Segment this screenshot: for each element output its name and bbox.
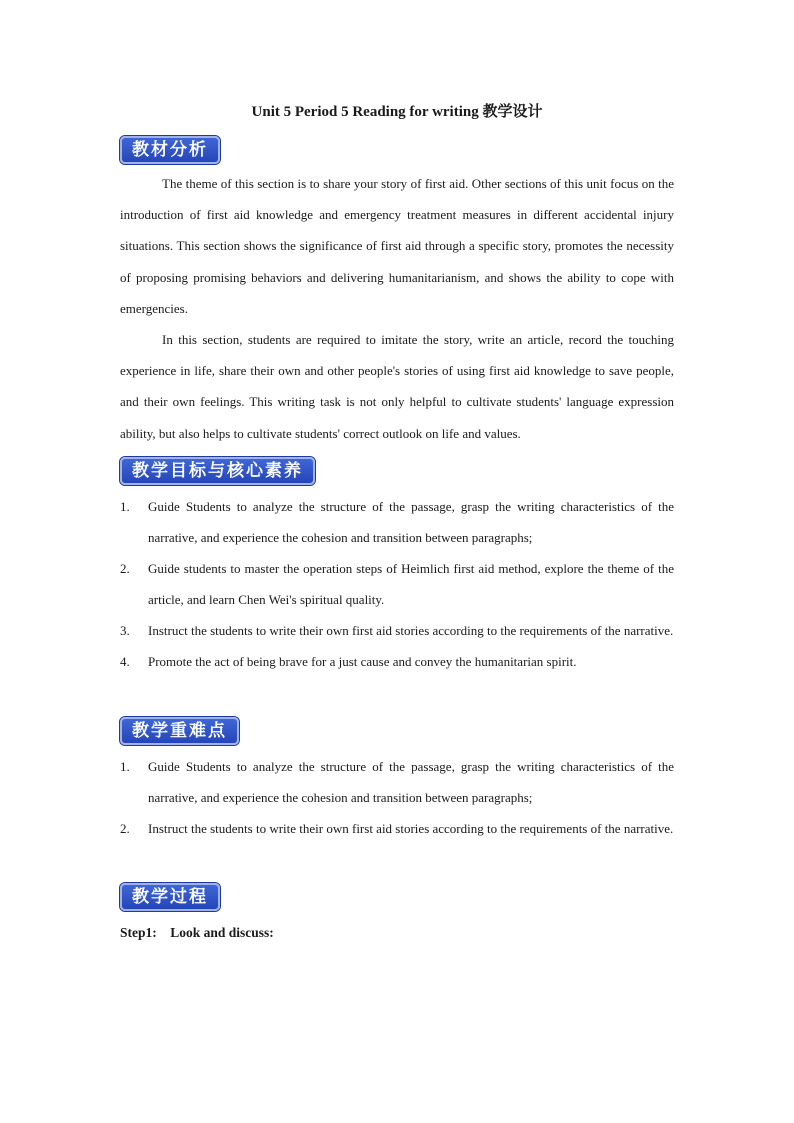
section-heading-analysis: 教材分析	[120, 136, 220, 164]
list-item	[120, 751, 674, 813]
section-heading-process: 教学过程	[120, 883, 220, 911]
list-item	[120, 553, 674, 615]
document-title: Unit 5 Period 5 Reading for writing 教学设计	[251, 104, 543, 120]
key-points-list	[120, 751, 674, 844]
list-item-text: Instruct the students to write their own first aid stories according to the requirements of the narrative.	[148, 623, 674, 638]
list-item-text: Guide Students to analyze the structure of the passage, grasp the writing characteristics of the narrative, and experience the cohesion and transition between paragraphs;	[148, 759, 674, 805]
step-1-heading: Step1: Look and discuss:	[120, 925, 274, 940]
list-item-number: 3.	[120, 623, 130, 638]
section-heading-objectives: 教学目标与核心素养	[120, 457, 315, 485]
list-item-text: Instruct the students to write their own first aid stories according to the requirements of the narrative.	[148, 821, 674, 836]
objectives-list	[120, 491, 674, 677]
list-item-number: 1.	[120, 759, 130, 774]
analysis-paragraph-1: The theme of this section is to share your story of first aid. Other sections of this unit focus on the introduction of first aid knowledge and emergency treatment measures in different accidental injury situations. This section shows the significance of first aid through a specific story, promotes the necessity of proposing promising behaviors and delivering humanitarianism, and shows the ability to cope with emergencies.	[120, 176, 674, 316]
analysis-paragraph-2: In this section, students are required to imitate the story, write an article, record the touching experience in life, share their own and other people's stories of using first aid knowledge to save people, and their own feelings. This writing task is not only helpful to cultivate students' language expression ability, but also helps to cultivate students' correct outlook on life and values.	[120, 332, 674, 441]
list-item-text: Guide Students to analyze the structure of the passage, grasp the writing characteristics of the narrative, and experience the cohesion and transition between paragraphs;	[148, 499, 674, 545]
list-item-number: 2.	[120, 821, 130, 836]
list-item	[120, 813, 674, 844]
list-item	[120, 491, 674, 553]
list-item-number: 4.	[120, 654, 130, 669]
list-item-number: 1.	[120, 499, 130, 514]
list-item-text: Promote the act of being brave for a just cause and convey the humanitarian spirit.	[148, 654, 577, 669]
list-item	[120, 646, 674, 677]
list-item-number: 2.	[120, 561, 130, 576]
list-item-text: Guide students to master the operation steps of Heimlich first aid method, explore the theme of the article, and learn Chen Wei's spiritual quality.	[148, 561, 674, 607]
list-item	[120, 615, 674, 646]
section-heading-key-points: 教学重难点	[120, 717, 239, 745]
